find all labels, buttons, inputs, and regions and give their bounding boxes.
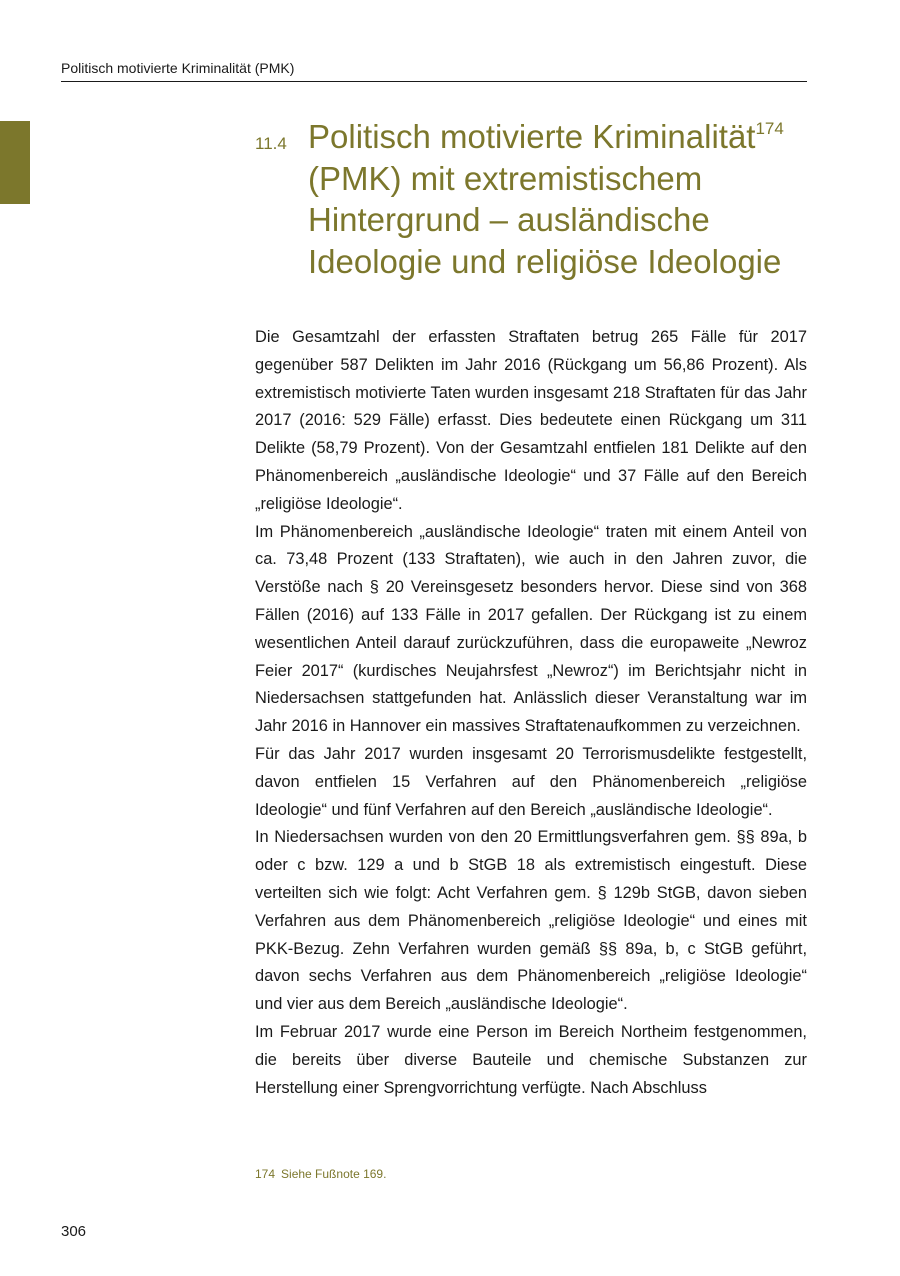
title-footnote-ref[interactable]: 174 (755, 119, 784, 138)
paragraph: Im Februar 2017 wurde eine Person im Bereich Northeim festgenommen, die bereits über diverse Bauteile und chemische Substanzen zur Herstellung einer Sprengvorrichtung verfügte. Nach Abschluss (255, 1022, 807, 1097)
header-divider (61, 81, 807, 82)
page-number: 306 (61, 1223, 87, 1240)
section-number: 11.4 (255, 134, 287, 153)
section-title-part2: (PMK) mit extremistischem Hintergrund – ausländische Ideologie und religiöse Ideologie (308, 159, 782, 280)
section-title-part1: Politisch motivierte Kriminalität (308, 118, 756, 155)
footnote-text: Siehe Fußnote 169. (281, 1167, 387, 1181)
running-header: Politisch motivierte Kriminalität (PMK) (61, 60, 295, 76)
footnote-number: 174 (255, 1167, 276, 1181)
paragraph: Für das Jahr 2017 wurden insgesamt 20 Terrorismusdelikte festgestellt, davon entfielen 15 Verfahren auf den Phänomenbereich „religiöse Ideologie“ und fünf Verfahren auf den Bereich „ausländische Ideologie“. (255, 744, 807, 819)
section-title (308, 116, 818, 282)
paragraph: Die Gesamtzahl der erfassten Straftaten betrug 265 Fälle für 2017 gegenüber 587 Delikten im Jahr 2016 (Rückgang um 56,86 Prozent). Als extremistisch motivierte Taten wurden insgesamt 218 Straftaten für das Jahr 2017 (2016: 529 Fälle) erfasst. Dies bedeutete einen Rückgang um 311 Delikte (58,79 Prozent). Von der Gesamtzahl entfielen 181 Delikte auf den Phänomenbereich „ausländische Ideologie“ und 37 Fälle auf den Bereich „religiöse Ideologie“. (255, 328, 807, 513)
chapter-side-tab (0, 121, 30, 204)
body-text (255, 324, 807, 1102)
paragraph: Im Phänomenbereich „ausländische Ideologie“ traten mit einem Anteil von ca. 73,48 Prozent (133 Straftaten), wie auch in den Jahren zuvor, die Verstöße nach § 20 Vereinsgesetz besonders hervor. Diese sind von 368 Fällen (2016) auf 133 Fälle in 2017 gefallen. Der Rückgang ist zu einem wesentlichen Anteil darauf zurückzuführen, dass die europaweite „Newroz Feier 2017“ (kurdisches Neujahrsfest „Newroz“) im Berichtsjahr nicht in Niedersachsen stattgefunden hat. Anlässlich dieser Veranstaltung war im Jahr 2016 in Hannover ein massives Straftatenaufkommen zu verzeichnen. (255, 522, 807, 736)
footnote (255, 1166, 386, 1182)
paragraph: In Niedersachsen wurden von den 20 Ermittlungsverfahren gem. §§ 89a, b oder c bzw. 129 a und b StGB 18 als extremistisch eingestuft. Diese verteilten sich wie folgt: Acht Verfahren gem. § 129b StGB, davon sieben Verfahren aus dem Phänomenbereich „religiöse Ideologie“ und eines mit PKK-Bezug. Zehn Verfahren wurden gemäß §§ 89a, b, c StGB geführt, davon sechs Verfahren aus dem Phänomenbereich „religiöse Ideologie“ und vier aus dem Bereich „ausländische Ideologie“. (255, 828, 807, 1014)
